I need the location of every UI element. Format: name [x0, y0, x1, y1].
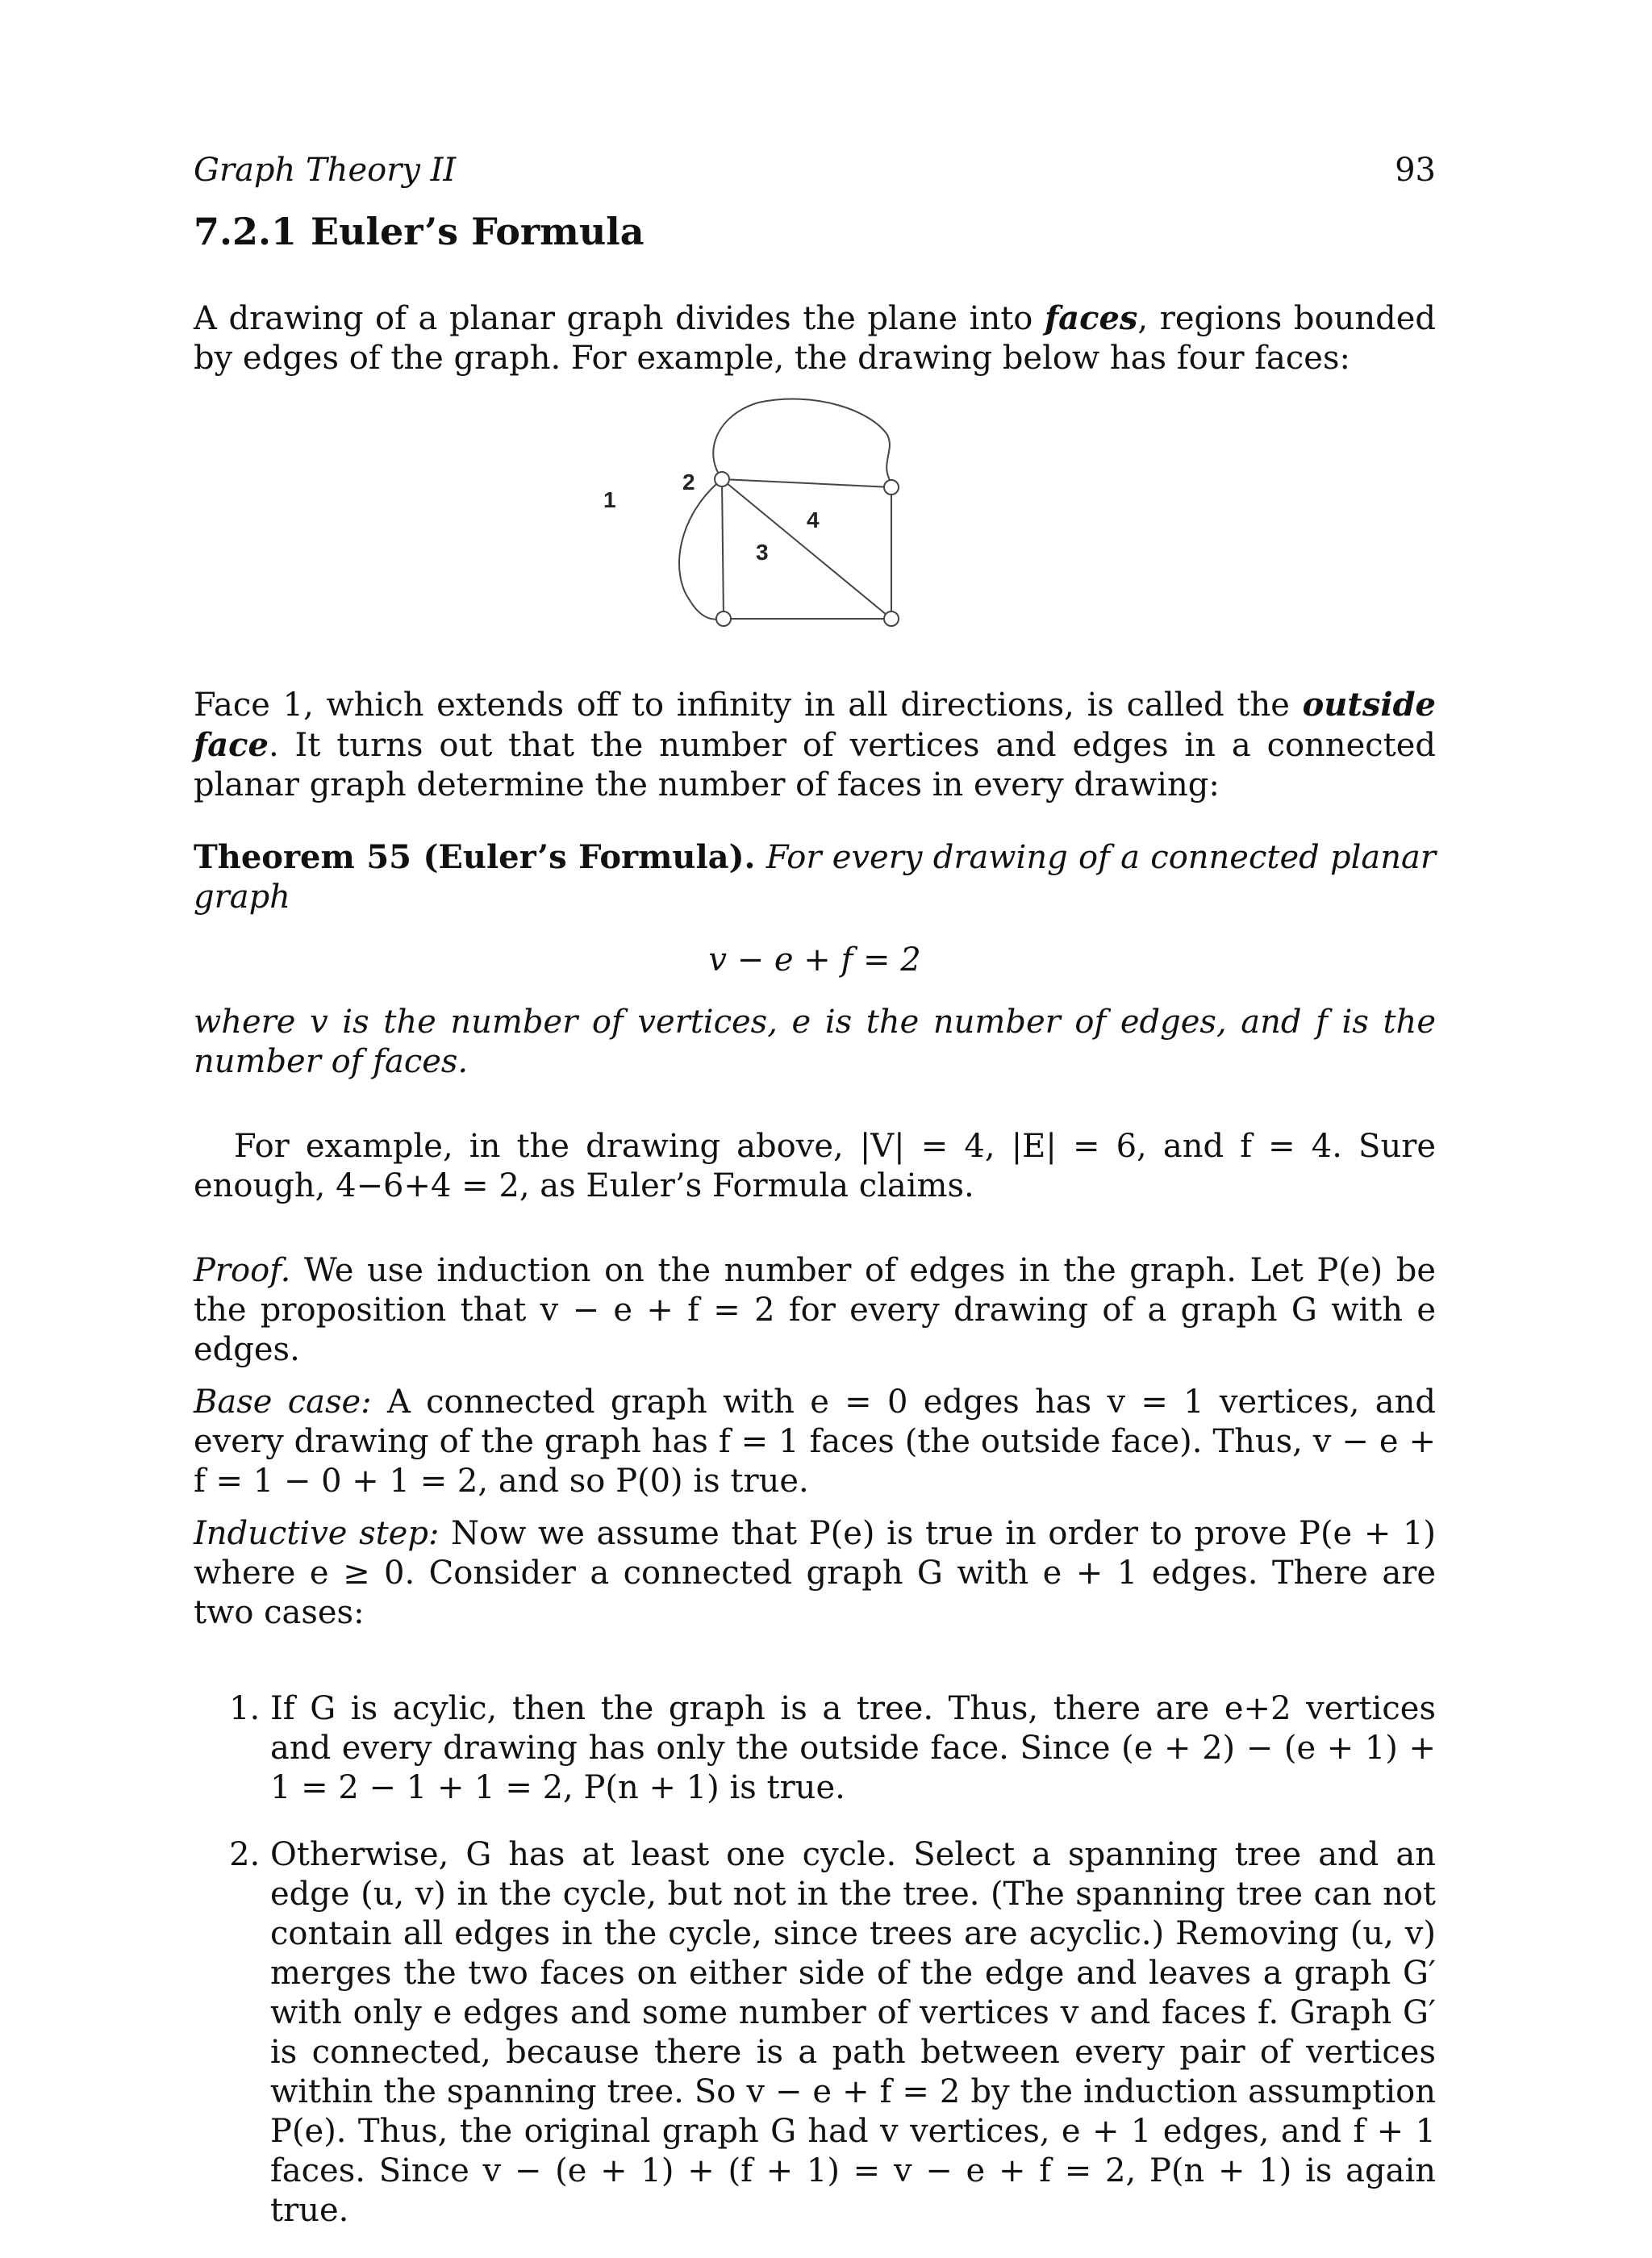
- inductive-step-label: Inductive step:: [194, 1515, 440, 1552]
- face-label-4: 4: [807, 507, 820, 532]
- planar-graph-figure: [194, 394, 1436, 653]
- base-case-paragraph: Base case: A connected graph with e = 0 edges has v = 1 vertices, and every drawing of the graph has f = 1 faces (the outside face). Thus, v − e + f = 1 − 0 + 1 = 2, and so P(0) is true.: [194, 1384, 1436, 1500]
- list-item: 2. Otherwise, G has at least one cycle. Select a spanning tree and an edge (u, v) in the cycle, but not in the tree. (The spanning tree can not contain all edges in the cycle, since trees are acyclic.) Removing (u, v) merges the two faces on either side of the edge and leaves a graph G′ with only e edges and some number of vertices v and faces f. Graph G′ is connected, because there is a path between every pair of vertices within the spanning tree. So v − e + f = 2 by the induction assumption P(e). Thus, the original graph G had v vertices, e + 1 edges, and f + 1 faces. Since v − (e + 1) + (f + 1) = v − e + f = 2, P(n + 1) is again true.: [270, 1835, 1436, 2231]
- vertex: [884, 480, 899, 495]
- term-faces: faces: [1044, 299, 1138, 337]
- outside-face-paragraph: Face 1, which extends off to infinity in all directions, is called the outside face. It turns out that the number of vertices and edges in a connected planar graph determine the number of faces in every drawing:: [194, 686, 1436, 803]
- base-case-label: Base case:: [194, 1384, 372, 1421]
- section-heading: [194, 210, 1436, 253]
- planar-graph-drawing: [603, 394, 960, 636]
- list-item: 1. If G is acylic, then the graph is a tree. Thus, there are e+2 vertices and every drawing has only the outside face. Since (e + 2) − (e + 1) + 1 = 2 − 1 + 1 = 2, P(n + 1) is true.: [270, 1689, 1436, 1808]
- vertex: [715, 472, 729, 486]
- theorem-statement: [194, 837, 1436, 917]
- page-header: [194, 145, 1436, 202]
- section-number: 7.2.1: [194, 210, 298, 253]
- edge-diagonal: [722, 479, 891, 619]
- outer-edge-curve: [679, 479, 724, 620]
- face-label-3: 3: [756, 540, 769, 565]
- intro-paragraph: A drawing of a planar graph divides the plane into faces, regions bounded by edges of the graph. For example, the drawing below has four faces:: [194, 299, 1436, 377]
- euler-equation: v − e + f = 2: [708, 941, 921, 979]
- top-edge-curve: [713, 399, 891, 483]
- proof-paragraph: Proof. We use induction on the number of edges in the graph. Let P(e) be the proposition that v − e + f = 2 for every drawing of a graph G with e edges.: [194, 1252, 1437, 1368]
- section-title: Euler’s Formula: [311, 210, 645, 253]
- edge-left: [722, 479, 724, 619]
- vertex: [884, 611, 899, 626]
- term-outside-face: outside face: [194, 686, 1436, 764]
- running-title: Graph Theory II: [194, 152, 457, 189]
- page-number: 93: [1395, 152, 1436, 189]
- theorem-where: where v is the number of vertices, e is the number of edges, and f is the number of faces.: [194, 1004, 1436, 1080]
- theorem-text: For every drawing of a connected planar graph: [194, 839, 1436, 916]
- page: [194, 145, 1436, 2258]
- edge-top: [722, 479, 891, 487]
- inductive-step-paragraph: Inductive step: Now we assume that P(e) is true in order to prove P(e + 1) where e ≥ 0. Consider a connected graph G with e + 1 edges. There are two cases:: [194, 1515, 1437, 1631]
- face-label-2: 2: [682, 470, 695, 495]
- vertex: [716, 611, 731, 626]
- example-paragraph: For example, in the drawing above, |V| = 4, |E| = 6, and f = 4. Sure enough, 4−6+4 = 2, as Euler’s Formula claims.: [194, 1128, 1436, 1204]
- case-list: [194, 1689, 1436, 2231]
- theorem-label: Theorem 55 (Euler’s Formula).: [194, 838, 756, 876]
- proof-label: Proof.: [194, 1252, 291, 1289]
- face-label-1: 1: [603, 487, 616, 512]
